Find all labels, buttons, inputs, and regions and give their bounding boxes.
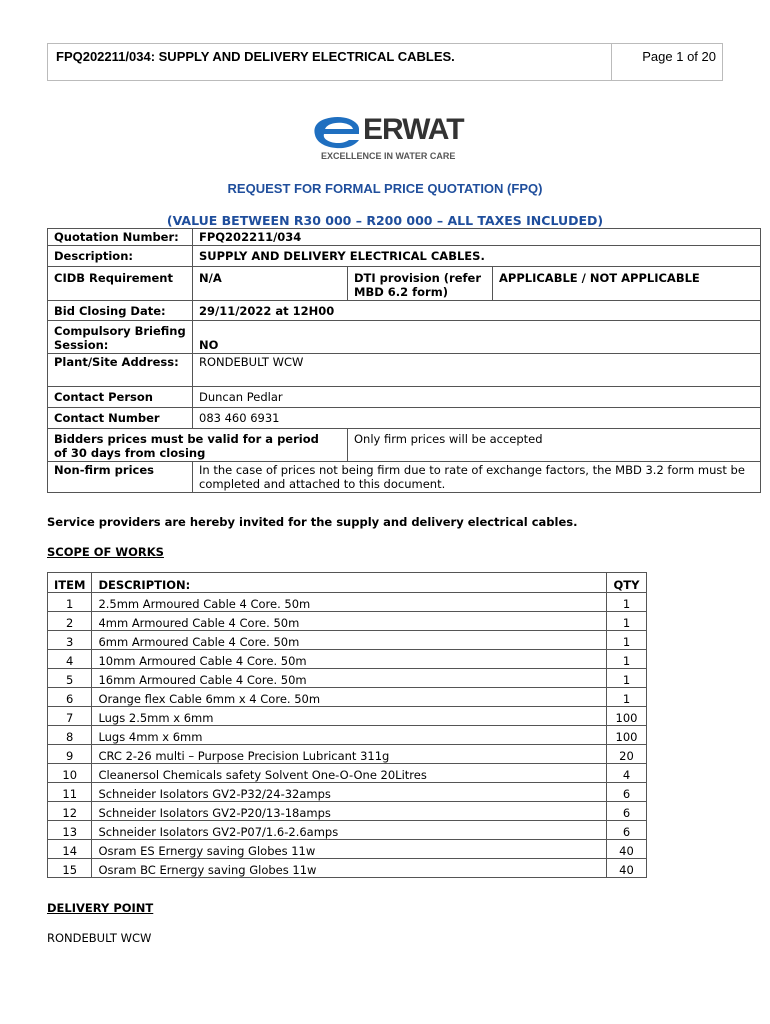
logo-tagline: EXCELLENCE IN WATER CARE <box>321 151 456 161</box>
item-description: 6mm Armoured Cable 4 Core. 50m <box>92 631 607 650</box>
value-nonfirm: In the case of prices not being firm due to rate of exchange factors, the MBD 3.2 form must be completed and attached to this document. <box>193 462 761 493</box>
item-number: 2 <box>48 612 92 631</box>
item-description: CRC 2-26 multi – Purpose Precision Lubricant 311g <box>92 745 607 764</box>
item-qty: 1 <box>607 669 647 688</box>
item-qty: 4 <box>607 764 647 783</box>
table-row <box>48 783 647 802</box>
item-number: 7 <box>48 707 92 726</box>
table-row <box>48 859 647 878</box>
item-qty: 20 <box>607 745 647 764</box>
table-row <box>48 821 647 840</box>
value-quotation-number: FPQ202211/034 <box>193 229 761 246</box>
info-row-validity <box>48 429 761 462</box>
item-description: Schneider Isolators GV2-P07/1.6-2.6amps <box>92 821 607 840</box>
item-description: 2.5mm Armoured Cable 4 Core. 50m <box>92 593 607 612</box>
document-header <box>47 43 723 81</box>
item-number: 3 <box>48 631 92 650</box>
item-description: Lugs 4mm x 6mm <box>92 726 607 745</box>
header-description: DESCRIPTION: <box>92 573 607 593</box>
scope-items-table <box>47 572 647 878</box>
info-row-site <box>48 354 761 387</box>
info-row-contact-person <box>48 387 761 408</box>
item-number: 6 <box>48 688 92 707</box>
label-bid-closing: Bid Closing Date: <box>48 301 193 321</box>
item-description: Orange flex Cable 6mm x 4 Core. 50m <box>92 688 607 707</box>
label-quotation-number: Quotation Number: <box>48 229 193 246</box>
quotation-info-table <box>47 228 761 493</box>
table-row <box>48 593 647 612</box>
label-dti: DTI provision (refer MBD 6.2 form) <box>348 267 493 301</box>
main-title: REQUEST FOR FORMAL PRICE QUOTATION (FPQ) <box>227 181 543 196</box>
info-row-briefing <box>48 321 761 354</box>
item-description: Osram ES Ernergy saving Globes 11w <box>92 840 607 859</box>
items-header-row <box>48 573 647 593</box>
table-row <box>48 745 647 764</box>
table-row <box>48 612 647 631</box>
item-number: 11 <box>48 783 92 802</box>
table-row <box>48 631 647 650</box>
label-nonfirm: Non-firm prices <box>48 462 193 493</box>
scope-heading: SCOPE OF WORKS <box>47 545 164 559</box>
label-contact-person: Contact Person <box>48 387 193 408</box>
info-row-bid-closing <box>48 301 761 321</box>
table-row <box>48 669 647 688</box>
header-item: ITEM <box>48 573 92 593</box>
item-qty: 1 <box>607 593 647 612</box>
info-row-cidb <box>48 267 761 301</box>
invitation-text: Service providers are hereby invited for the supply and delivery electrical cables. <box>47 515 578 529</box>
item-description: Lugs 2.5mm x 6mm <box>92 707 607 726</box>
item-description: 16mm Armoured Cable 4 Core. 50m <box>92 669 607 688</box>
items-body <box>48 593 647 878</box>
label-validity: Bidders prices must be valid for a period of 30 days from closing <box>48 429 348 462</box>
table-row <box>48 726 647 745</box>
item-number: 14 <box>48 840 92 859</box>
value-validity: Only firm prices will be accepted <box>348 429 761 462</box>
item-qty: 100 <box>607 707 647 726</box>
item-qty: 1 <box>607 631 647 650</box>
label-contact-number: Contact Number <box>48 408 193 429</box>
item-qty: 1 <box>607 612 647 631</box>
delivery-heading: DELIVERY POINT <box>47 901 154 915</box>
info-row-nonfirm <box>48 462 761 493</box>
item-qty: 1 <box>607 688 647 707</box>
item-qty: 6 <box>607 783 647 802</box>
logo-wordmark: ERWAT <box>363 113 464 146</box>
delivery-value: RONDEBULT WCW <box>47 931 152 945</box>
page-number: Page 1 of 20 <box>642 49 716 64</box>
label-briefing: Compulsory Briefing Session: <box>48 321 193 354</box>
item-qty: 1 <box>607 650 647 669</box>
item-number: 5 <box>48 669 92 688</box>
item-qty: 6 <box>607 821 647 840</box>
value-cidb: N/A <box>193 267 348 301</box>
table-row <box>48 688 647 707</box>
value-bid-closing: 29/11/2022 at 12H00 <box>193 301 761 321</box>
item-description: Osram BC Ernergy saving Globes 11w <box>92 859 607 878</box>
item-qty: 40 <box>607 840 647 859</box>
item-number: 9 <box>48 745 92 764</box>
item-description: Schneider Isolators GV2-P32/24-32amps <box>92 783 607 802</box>
value-site: RONDEBULT WCW <box>193 354 761 387</box>
item-qty: 6 <box>607 802 647 821</box>
value-subtitle: (VALUE BETWEEN R30 000 – R200 000 – ALL TAXES INCLUDED) <box>166 213 604 228</box>
item-number: 8 <box>48 726 92 745</box>
value-dti: APPLICABLE / NOT APPLICABLE <box>493 267 761 301</box>
erwat-logo-icon <box>313 116 361 150</box>
info-row-quotation-number <box>48 229 761 246</box>
table-row <box>48 802 647 821</box>
item-description: Schneider Isolators GV2-P20/13-18amps <box>92 802 607 821</box>
label-cidb: CIDB Requirement <box>48 267 193 301</box>
item-number: 12 <box>48 802 92 821</box>
item-description: 10mm Armoured Cable 4 Core. 50m <box>92 650 607 669</box>
header-qty: QTY <box>607 573 647 593</box>
item-number: 15 <box>48 859 92 878</box>
document-title: FPQ202211/034: SUPPLY AND DELIVERY ELECTRICAL CABLES. <box>48 44 612 80</box>
info-row-contact-number <box>48 408 761 429</box>
label-site: Plant/Site Address: <box>48 354 193 387</box>
value-briefing: NO <box>193 321 761 354</box>
table-row <box>48 764 647 783</box>
item-number: 10 <box>48 764 92 783</box>
erwat-logo <box>313 113 473 163</box>
item-number: 1 <box>48 593 92 612</box>
item-description: 4mm Armoured Cable 4 Core. 50m <box>92 612 607 631</box>
value-description: SUPPLY AND DELIVERY ELECTRICAL CABLES. <box>193 246 761 267</box>
label-description: Description: <box>48 246 193 267</box>
item-description: Cleanersol Chemicals safety Solvent One-O-One 20Litres <box>92 764 607 783</box>
item-qty: 100 <box>607 726 647 745</box>
info-row-description <box>48 246 761 267</box>
value-contact-number: 083 460 6931 <box>193 408 761 429</box>
table-row <box>48 707 647 726</box>
item-number: 4 <box>48 650 92 669</box>
table-row <box>48 650 647 669</box>
item-number: 13 <box>48 821 92 840</box>
table-row <box>48 840 647 859</box>
value-contact-person: Duncan Pedlar <box>193 387 761 408</box>
item-qty: 40 <box>607 859 647 878</box>
